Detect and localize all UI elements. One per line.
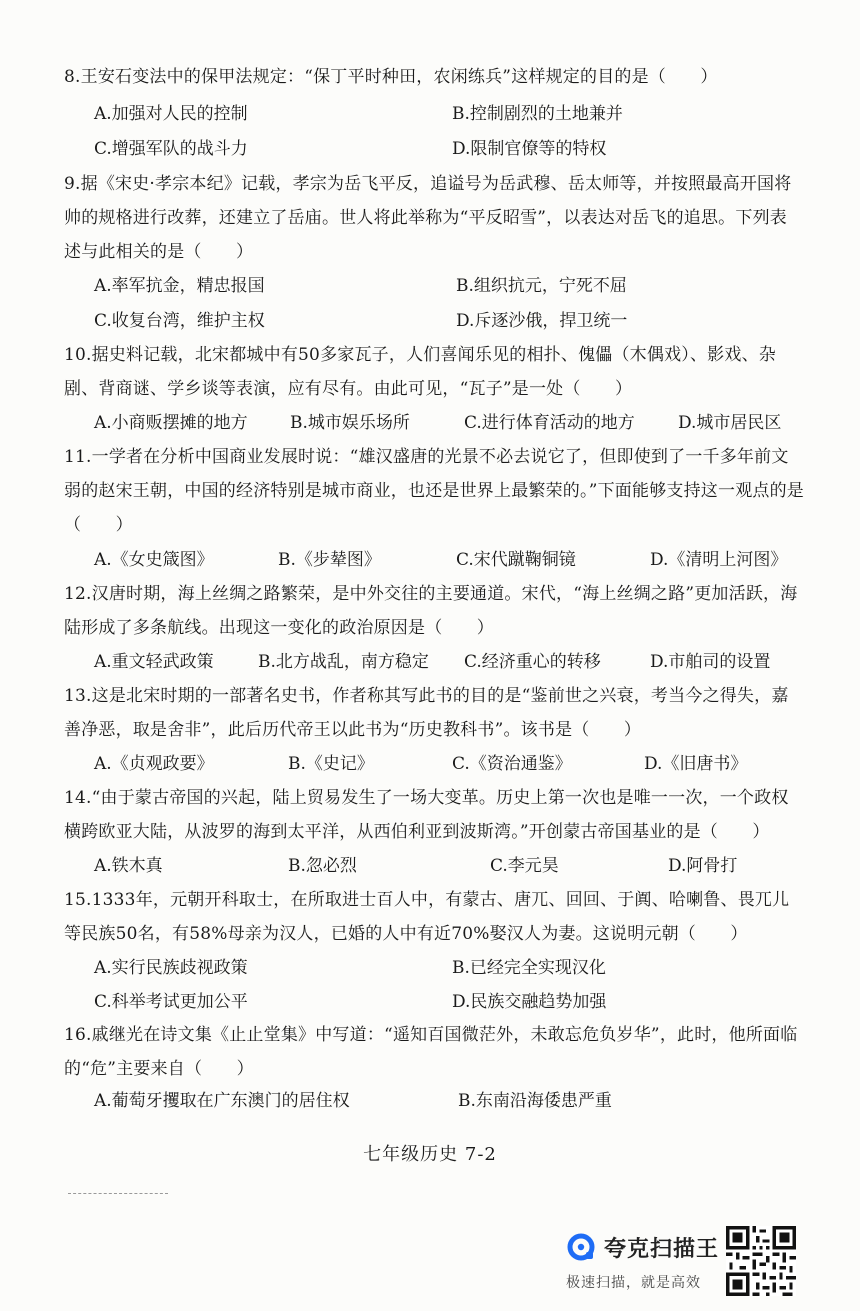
question-9 [64, 167, 804, 269]
question-12 [64, 577, 804, 645]
question-11 [64, 440, 804, 542]
option-b: B.东南沿海倭患严重 [458, 1091, 612, 1111]
option-b: B.控制剧烈的土地兼并 [452, 104, 623, 124]
option-c: C.收复台湾，维护主权 [94, 311, 265, 331]
option-a: A.小商贩摆摊的地方 [94, 413, 248, 433]
option-a: A.重文轻武政策 [94, 652, 214, 672]
question-11-options [94, 543, 806, 577]
option-d: D.斥逐沙俄，捍卫统一 [456, 311, 628, 331]
option-d: D.《旧唐书》 [644, 754, 748, 774]
question-8-options [94, 97, 806, 131]
qr-code-icon [726, 1226, 796, 1296]
question-10 [64, 338, 804, 406]
option-a: A.《贞观政要》 [94, 754, 214, 774]
option-a: A.实行民族歧视政策 [94, 958, 248, 978]
question-16-options [94, 1084, 806, 1118]
question-stem: 13.这是北宋时期的一部著名史书，作者称其写此书的目的是“鉴前世之兴衰，考当今之得失，嘉善净恶，取是舍非”，此后历代帝王以此书为“历史教科书”。该书是（ ） [64, 686, 789, 740]
question-stem: 8.王安石变法中的保甲法规定：“保丁平时种田，农闲练兵”这样规定的目的是（ ） [64, 67, 718, 87]
question-stem: 12.汉唐时期，海上丝绸之路繁荣，是中外交往的主要通道。宋代，“海上丝绸之路”更加活跃，海陆形成了多条航线。出现这一变化的政治原因是（ ） [64, 584, 798, 638]
question-stem: 14.“由于蒙古帝国的兴起，陆上贸易发生了一场大变革。历史上第一次也是唯一一次，一个政权横跨欧亚大陆，从波罗的海到太平洋，从西伯利亚到波斯湾。”开创蒙古帝国基业的是（ ） [64, 788, 789, 842]
question-14-options [94, 849, 806, 883]
option-b: B.城市娱乐场所 [290, 413, 410, 433]
question-10-options [94, 406, 806, 440]
option-b: B.《史记》 [288, 754, 374, 774]
option-c: C.增强军队的战斗力 [94, 139, 248, 159]
option-d: D.阿骨打 [668, 856, 738, 876]
option-c: C.宋代蹴鞠铜镜 [456, 550, 576, 570]
question-stem: 15.1333年，元朝开科取士，在所取进士百人中，有蒙古、唐兀、回回、于阗、哈喇鲁、畏兀儿等民族50名，有58%母亲为汉人，已婚的人中有近70%娶汉人为妻。这说明元朝（ ） [64, 890, 790, 944]
option-c: C.进行体育活动的地方 [464, 413, 635, 433]
question-13-options [94, 747, 806, 781]
question-12-options [94, 645, 806, 679]
option-a: A.率军抗金，精忠报国 [94, 276, 265, 296]
question-15-options [94, 951, 806, 985]
question-9-options [94, 304, 806, 338]
scan-artifact-line [68, 1193, 168, 1194]
option-b: B.忽必烈 [288, 856, 357, 876]
scanner-watermark [566, 1228, 722, 1294]
question-stem: 11.一学者在分析中国商业发展时说：“雄汉盛唐的光景不必去说它了，但即使到了一千多年前文弱的赵宋王朝，中国的经济特别是城市商业，也还是世界上最繁荣的。”下面能够支持这一观点的是（ ） [64, 447, 804, 535]
option-c: C.李元昊 [490, 856, 559, 876]
question-9-options [94, 269, 806, 303]
scanner-slogan: 极速扫描，就是高效 [566, 1275, 701, 1291]
question-8 [64, 60, 804, 94]
question-stem: 16.戚继光在诗文集《止止堂集》中写道：“遥知百国微茫外，未敢忘危负岁华”，此时，他所面临的“危”主要来自（ ） [64, 1025, 798, 1079]
question-15-options [94, 985, 806, 1019]
option-b: B.《步辇图》 [278, 550, 381, 570]
question-15 [64, 883, 804, 951]
option-c: C.科举考试更加公平 [94, 992, 248, 1012]
scanner-brand-name: 夸克扫描王 [604, 1237, 720, 1262]
option-c: C.经济重心的转移 [464, 652, 601, 672]
question-16 [64, 1018, 804, 1086]
option-c: C.《资治通鉴》 [452, 754, 572, 774]
option-d: D.《清明上河图》 [650, 550, 788, 570]
option-b: B.北方战乱，南方稳定 [258, 652, 429, 672]
option-d: D.民族交融趋势加强 [452, 992, 607, 1012]
option-d: D.城市居民区 [678, 413, 782, 433]
option-d: D.市舶司的设置 [650, 652, 771, 672]
question-8-options [94, 132, 806, 166]
question-stem: 9.据《宋史·孝宗本纪》记载，孝宗为岳飞平反，追谥号为岳武穆、岳太师等，并按照最高开国将帅的规格进行改葬，还建立了岳庙。世人将此举称为“平反昭雪”，以表达对岳飞的追思。下列表述与此相关的是（ ） [64, 174, 792, 262]
page-footer-label: 七年级历史 7-2 [363, 1144, 497, 1165]
scanner-logo-icon [566, 1232, 596, 1262]
question-stem: 10.据史料记载，北宋都城中有50多家瓦子，人们喜闻乐见的相扑、傀儡（木偶戏）、影戏、杂剧、背商谜、学乡谈等表演，应有尽有。由此可见，“瓦子”是一处（ ） [64, 345, 776, 399]
option-b: B.组织抗元，宁死不屈 [456, 276, 627, 296]
option-a: A.加强对人民的控制 [94, 104, 248, 124]
option-a: A.铁木真 [94, 856, 163, 876]
question-13 [64, 679, 804, 747]
option-a: A.葡萄牙攫取在广东澳门的居住权 [94, 1091, 350, 1111]
question-14 [64, 781, 804, 849]
option-b: B.已经完全实现汉化 [452, 958, 606, 978]
option-a: A.《女史箴图》 [94, 550, 214, 570]
option-d: D.限制官僚等的特权 [452, 139, 607, 159]
